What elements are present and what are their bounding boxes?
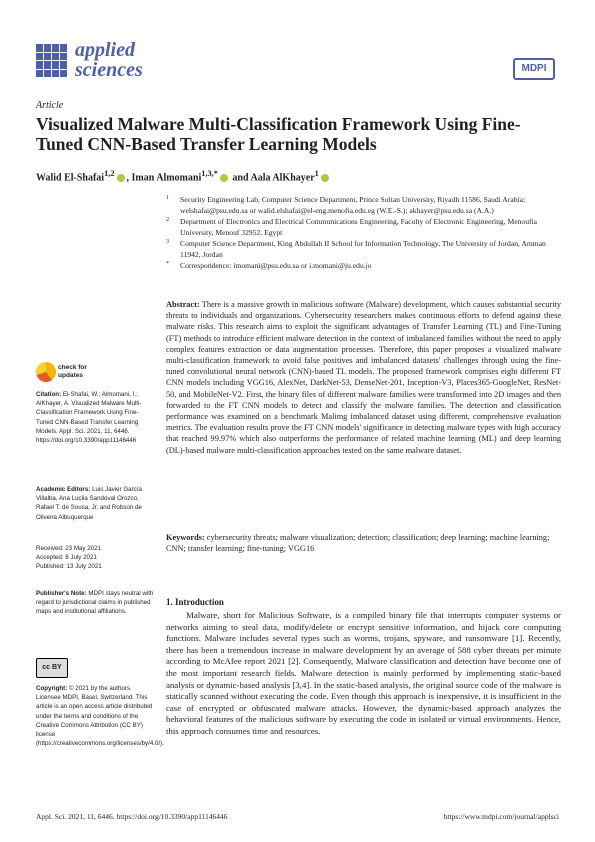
publisher-note-label: Publisher's Note:	[36, 590, 87, 597]
author-name[interactable]: Aala AlKhayer	[250, 172, 315, 184]
journal-name[interactable]	[75, 40, 143, 80]
author-name[interactable]: Walid El-Shafai	[36, 172, 105, 184]
affiliation-text: Department of Electronics and Electrical Communications Engineering, Faculty of Electronic Engineering, Menoufia University, Menouf 32952, Egypt	[180, 217, 537, 237]
citation-text[interactable]: El-Shafai, W.; Almomani, I.; AlKhayer, A. Visualized Malware Multi-Classification Framework Using Fine-Tuned CNN-Based Transfer Learning Models. Appl. Sci. 2021, 11, 6446. https://doi.org/10.3390/app11146446	[36, 391, 142, 445]
editors-label: Academic Editors:	[36, 486, 91, 493]
keywords-label: Keywords:	[166, 533, 205, 542]
copyright-text[interactable]: © 2021 by the authors. Licensee MDPI, Basel, Switzerland. This article is an open access article distributed under the terms and conditions of the Creative Commons Attribution (CC BY) license (https://creativecommons.org/licenses/by/4.0/).	[36, 685, 164, 748]
copyright-block	[36, 684, 164, 748]
dates-block	[36, 544, 154, 572]
check-for-updates-button[interactable]	[58, 364, 87, 380]
citation-label: Citation:	[36, 391, 62, 398]
abstract-text: There is a massive growth in malicious software (Malware) development, which causes substantial security threats to individuals and organizations. Cybersecurity researchers makes continuous efforts to defend against these malware risks. This research aims to exploit the significant advantages of Transfer Learning (TL) and Fine-Tuning (FT) methods to introduce efficient malware detection in the context of imbalanced families without the need to apply complex features extraction or data augmentation processes. Therefore, this paper proposes a visualized malware multi-classification framework to avoid false positives and imbalanced datasets' challenges through using the fine-tuned convolutional neural network (CNN)-based TL models. The proposed framework comprises eight different FT CNN models including VGG16, AlexNet, DarkNet-53, DenseNet-201, Inception-V3, Places365-GoogleNet, ResNet-50, and MobileNet-V2. First, the binary files of different malware families were transformed into 2D images and then forwarded to the FT CNN models to detect and classify the malware families. The detection and classification performance was examined on a benchmark Malimg imbalanced dataset using different, comprehensive evaluation metrics. The evaluation results prove the FT CNN models' significance in detecting malware types with high accuracy that reached 99.97% which also outperforms the performance of related machine learning (ML) and deep learning (DL)-based malware multi-classification approaches tested on the same malware dataset.	[166, 300, 561, 455]
received-date: Received: 23 May 2021	[36, 545, 102, 552]
editors-text: Luis Javier García Villalba, Ana Lucila Sandoval Orozco, Rafael T. de Sousa, Jr. and Robson de Oliveira Albuquerque	[36, 486, 142, 521]
keywords-text: cybersecurity threats; malware visualization; detection; classification; deep learning; machine learning; CNN; transfer learning; fine-tuning; VGG16	[166, 533, 550, 554]
keywords	[166, 532, 561, 554]
orcid-icon[interactable]	[321, 174, 329, 182]
cc-by-license-icon[interactable]: cc BY	[36, 658, 68, 678]
affiliation-item	[166, 217, 566, 238]
journal-name-line1: applied	[75, 39, 135, 61]
publisher-note-text: MDPI stays neutral with regard to jurisdictional claims in published maps and institutional affiliations.	[36, 590, 154, 616]
check-updates-line2: updates	[58, 372, 83, 379]
orcid-icon[interactable]	[117, 174, 125, 182]
accepted-date: Accepted: 8 July 2021	[36, 554, 97, 562]
author-list	[36, 169, 331, 183]
affiliation-number: 3	[166, 239, 169, 245]
author-separator: and	[229, 172, 251, 184]
author-separator: ,	[126, 172, 132, 184]
affiliation-number: 2	[166, 217, 169, 223]
author-name[interactable]: Iman Almomani	[131, 172, 202, 184]
footer-journal-url[interactable]: https://www.mdpi.com/journal/applsci	[443, 812, 559, 821]
published-date: Published: 13 July 2021	[36, 563, 102, 571]
paper-title: Visualized Malware Multi-Classification Framework Using Fine-Tuned CNN-Based Transfer Learning Models	[36, 114, 521, 154]
correspondence-text[interactable]: Correspondence: imomani@psu.edu.sa or i.momani@ju.edu.jo	[180, 261, 372, 270]
abstract	[166, 299, 561, 456]
affiliation-number: *	[166, 261, 169, 267]
affiliation-text: Security Engineering Lab, Computer Science Department, Prince Sultan University, Riyadh 11586, Saudi Arabia; welshafai@psu.edu.sa or walid.elshafai@el-eng.menofia.edu.eg (W.E.-S.); akhayer@psu.edu.sa (A.A.)	[180, 195, 526, 215]
intro-paragraph: Malware, short for Malicious Software, is a compiled binary file that interrupts computer systems or networks aiming to steal data, modify/delete or encrypt sensitive information, and hijack core computing functions. Malware includes several types such as worms, trojans, spyware, and ransomware [1]. Recently, there has been a tremendous increase in malware development by an average of 588 cyber threats per minute according to McAfee report 2021 [2]. Consequently, Malware classification and detection have become one of the most important research fields. Malware detection is mainly performed by implementing static-based analysis or dynamic-based analysis [3,4]. In the static-based analysis, the original source code of the malware is statically scanned without executing the code. Even though this approach is inexpensive, it is insufficient in the case of encrypted or obfuscated malware attacks. However, the dynamic-based approach analyzes the behavioral features of the malicious software by executing the code in isolated or virtual environments. Hence, this approach consumes time and resources.	[166, 610, 561, 736]
author-affiliation-mark: 1,2	[104, 169, 115, 178]
author-affiliation-mark: 1	[314, 169, 319, 178]
abstract-label: Abstract:	[166, 300, 200, 309]
section-heading: 1. Introduction	[166, 597, 224, 607]
journal-name-line2: sciences	[75, 59, 143, 81]
publisher-logo[interactable]: MDPI	[513, 58, 555, 80]
author-affiliation-mark: 1,3,*	[201, 169, 218, 178]
editors-block	[36, 485, 154, 522]
check-for-updates-icon[interactable]	[36, 362, 56, 382]
affiliation-text: Computer Science Department, King Abdullah II School for Information Technology, The University of Jordan, Amman 11942, Jordan	[180, 239, 546, 259]
journal-logo-icon	[36, 44, 68, 78]
publisher-note	[36, 589, 154, 617]
footer-citation[interactable]: Appl. Sci. 2021, 11, 6446. https://doi.org/10.3390/app11146446	[36, 812, 228, 821]
citation-block	[36, 390, 154, 445]
affiliations	[166, 195, 566, 273]
affiliation-item	[166, 239, 566, 260]
affiliation-item	[166, 261, 566, 272]
check-updates-line1: check for	[58, 364, 87, 371]
orcid-icon[interactable]	[220, 174, 228, 182]
affiliation-item	[166, 195, 566, 216]
affiliation-number: 1	[166, 195, 169, 201]
article-type: Article	[36, 100, 64, 111]
copyright-label: Copyright:	[36, 685, 68, 692]
